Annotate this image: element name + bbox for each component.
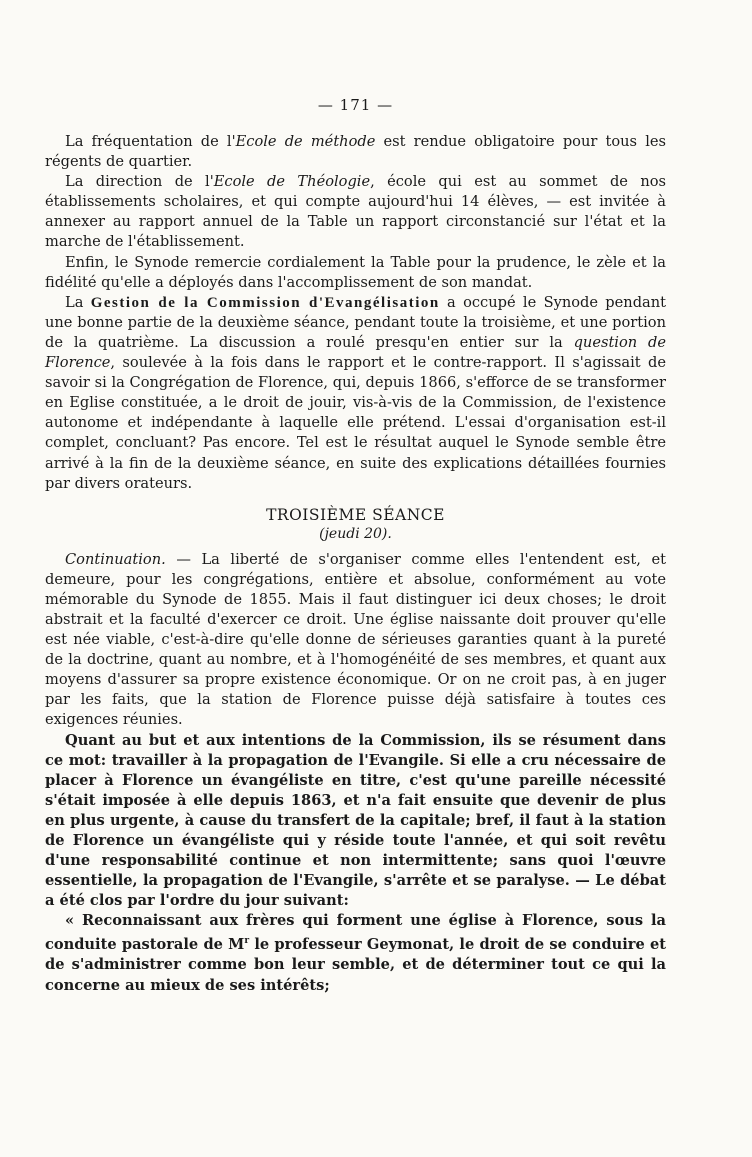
p7-superscript: r — [244, 936, 250, 947]
gestion-title: Gestion de la Commission d'Evangélisation — [90, 294, 440, 311]
continuation-label: Continuation. — [65, 550, 166, 568]
paragraph-ecole-methode — [45, 132, 666, 172]
p4-text-a: La — [65, 293, 91, 311]
paragraph-intentions: Quant au but et aux intentions de la Commission, ils se résument dans ce mot: travailler à la propagation de l'Evangile. Si elle a cru nécessaire de placer à Florence un évangéliste en titre, c'est qu'une pareille nécessité s'était imposée à elle depuis 1863, et n'a fait ensuite que devenir de plus en plus urgente, à cause du transfert de la capitale; bref, il faut à la station de Florence un évangéliste qui y réside toute l'année, et qui soit revêtu d'une responsabilité continue et non intermittente; sans quoi l'œuvre essentielle, la propagation de l'Evangile, s'arrête et se paralyse. — Le débat a été clos par l'ordre du jour suivant: — [45, 731, 666, 910]
p7-text-a: « Reconnaissant aux frères qui forment une église à Florence, sous la conduite pastorale de M — [45, 912, 666, 954]
p1-text-c: est rendue obligatoire pour tous les régents de quartier. — [45, 133, 666, 171]
paragraph-remerciement: Enfin, le Synode remercie cordialement la Table pour la prudence, le zèle et la fidélité qu'elle a déployés dans l'accomplissement de son mandat. — [45, 253, 666, 291]
p7-text-c: le professeur Geymonat, le droit de se conduire et de s'administrer comme bon leur semble, et de déterminer tout ce qui la concerne au mieux de ses intérêts; — [45, 936, 667, 994]
p4-text-c: a occupé le Synode pendant une bonne partie de la deuxième séance, pendant toute la troisième, et une portion de la quatrième. La discussion a roulé presqu'en entier sur la — [45, 293, 666, 351]
p1-italic: Ecole de méthode — [235, 133, 376, 150]
p2-italic: Ecole de Théologie — [213, 173, 371, 191]
p2-text-c: , école qui est au sommet de nos établissements scholaires, et qui compte aujourd'hui 14 élèves, — est invitée à annexer au rapport annuel de la Table un rapport circonstancié sur l'état et la marche de l'établissement. — [45, 173, 666, 251]
paragraph-gestion-commission — [45, 293, 666, 494]
p5-text-b: — La liberté de s'organiser comme elles l'entendent est, et demeure, pour les congrégations, entière et absolue, conformément au vote mémorable du Synode de 1855. Mais il faut distinguer ici deux choses; le droit abstrait et la faculté d'exercer ce droit. Une église naissante doit prouver qu'elle est née viable, c'est-à-dire qu'elle donne de sérieuses garanties quant à la pureté de la doctrine, quant au nombre, et à l'homogénéité de ses membres, et quant aux moyens d'assurer sa propre existence économique. Or on ne croit pas, à en juger par les faits, que la station de Florence puisse déjà satisfaire à toutes ces exigences réunies. — [45, 550, 666, 729]
section-heading: TROISIÈME SÉANCE — [266, 505, 445, 524]
section-subheading: (jeudi 20). — [319, 525, 392, 542]
paragraph-ordre-du-jour — [45, 911, 666, 995]
page-number: — 171 — — [317, 96, 394, 114]
body-text — [45, 132, 666, 996]
paragraph-continuation — [45, 550, 666, 731]
p2-text-a: La direction de l' — [65, 173, 214, 191]
paragraph-ecole-theologie — [45, 172, 666, 252]
question-florence-italic: question de Florence — [45, 333, 666, 372]
p1-text-a: La fréquentation de l' — [65, 133, 236, 150]
p4-text-e: , soulevée à la fois dans le rapport et le contre-rapport. Il s'agissait de savoir si la Congrégation de Florence, qui, depuis 1866, s'efforce de se transformer en Eglise constituée, a le droit de jouir, vis-à-vis de la Commission, de l'existence autonome et indépendante à laquelle elle prétend. L'essai d'organisation est-il complet, concluant? Pas encore. Tel est le résultat auquel le Synode semble être arrivé à la fin de la deuxième séance, en suite des explications détaillées fournies par divers orateurs. — [45, 354, 666, 492]
